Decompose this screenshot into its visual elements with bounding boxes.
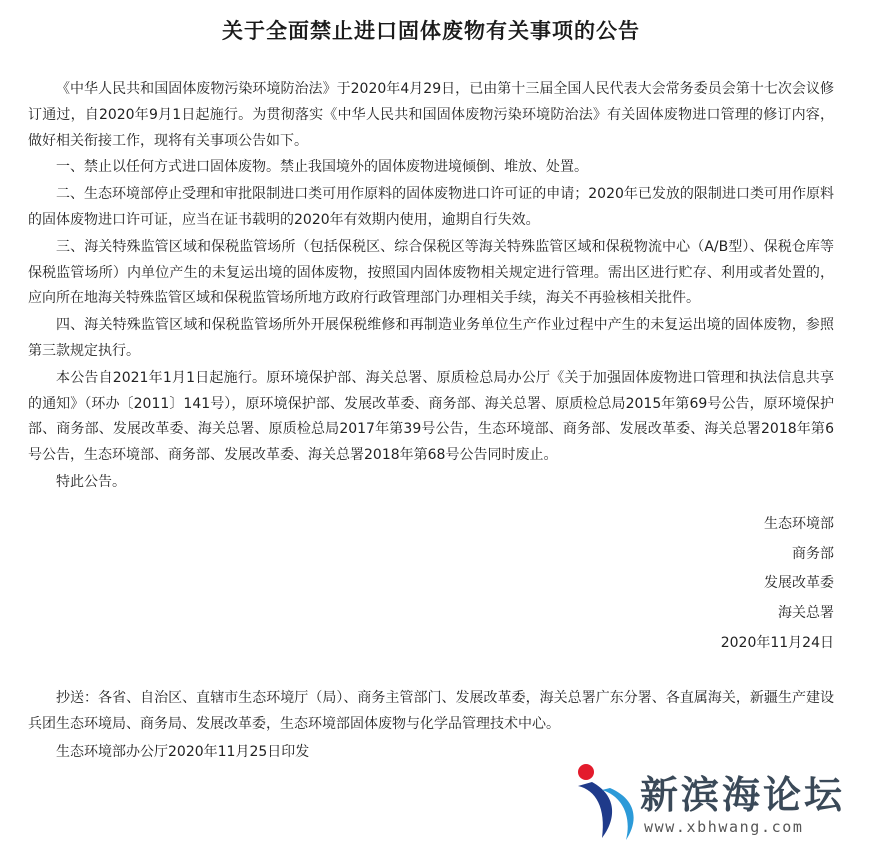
watermark-logo-icon: [572, 760, 642, 844]
paragraph-effective: 本公告自2021年1月1日起施行。原环境保护部、海关总署、原质检总局办公厅《关于加强固体废物进口管理和执法信息共享的通知》（环办〔2011〕141号），原环境保护部、发展改革委、商务部、海关总署、原质检总局2015年第69号公告，原环境保护部、商务部、发展改革委、海关总署、原质检总局2017年第39号公告，生态环境部、商务部、发展改革委、海关总署2018年第6号公告，生态环境部、商务部、发展改革委、海关总署2018年第68号公告同时废止。: [28, 369, 834, 464]
paragraph-intro: 《中华人民共和国固体废物污染环境防治法》于2020年4月29日，已由第十三届全国人民代表大会常务委员会第十七次会议修订通过，自2020年9月1日起施行。为贯彻落实《中华人民共和国固体废物污染环境防治法》有关固体废物进口管理的修订内容，做好相关衔接工作，现将有关事项公告如下。: [28, 81, 834, 149]
signatory-ecology: 生态环境部: [764, 515, 834, 532]
document-title: 关于全面禁止进口固体废物有关事项的公告: [222, 19, 640, 43]
watermark-site-url: www.xbhwang.com: [644, 818, 804, 836]
cc-recipients: 抄送：各省、自治区、直辖市生态环境厅（局）、商务主管部门、发展改革委，海关总署广东分署、各直属海关，新疆生产建设兵团生态环境局、商务局、发展改革委，生态环境部固体废物与化学品管理技术中心。: [28, 689, 834, 733]
announcement-document: [28, 0, 834, 766]
signature-date: 2020年11月24日: [720, 634, 834, 651]
paragraph-item-3: 三、海关特殊监管区域和保税监管场所（包括保税区、综合保税区等海关特殊监管区域和保税物流中心（A/B型）、保税仓库等保税监管场所）内单位产生的未复运出境的固体废物，按照国内固体废物相关规定进行管理。需出区进行贮存、利用或者处置的，应向所在地海关特殊监管区域和保税监管场所地方政府行政管理部门办理相关手续，海关不再验核相关批件。: [28, 238, 834, 307]
issued-line: 生态环境部办公厅2020年11月25日印发: [56, 743, 310, 760]
paragraph-closing: 特此公告。: [56, 473, 126, 490]
cc-block: [28, 685, 834, 766]
paragraph-item-2: 二、生态环境部停止受理和审批限制进口类可用作原料的固体废物进口许可证的申请；2020年已发放的限制进口类可用作原料的固体废物进口许可证，应当在证书载明的2020年有效期内使用，逾期自行失效。: [28, 186, 834, 228]
site-watermark: [572, 756, 862, 848]
watermark-site-name: 新滨海论坛: [640, 773, 846, 817]
signatory-ndrc: 发展改革委: [764, 575, 834, 592]
signatory-commerce: 商务部: [792, 545, 834, 562]
document-body: [28, 77, 834, 496]
signature-block: [28, 510, 834, 659]
paragraph-item-4: 四、海关特殊监管区域和保税监管场所外开展保税维修和再制造业务单位生产作业过程中产生的未复运出境的固体废物，参照第三款规定执行。: [28, 317, 834, 359]
paragraph-item-1: 一、禁止以任何方式进口固体废物。禁止我国境外的固体废物进境倾倒、堆放、处置。: [56, 159, 588, 176]
signatory-customs: 海关总署: [778, 605, 834, 622]
